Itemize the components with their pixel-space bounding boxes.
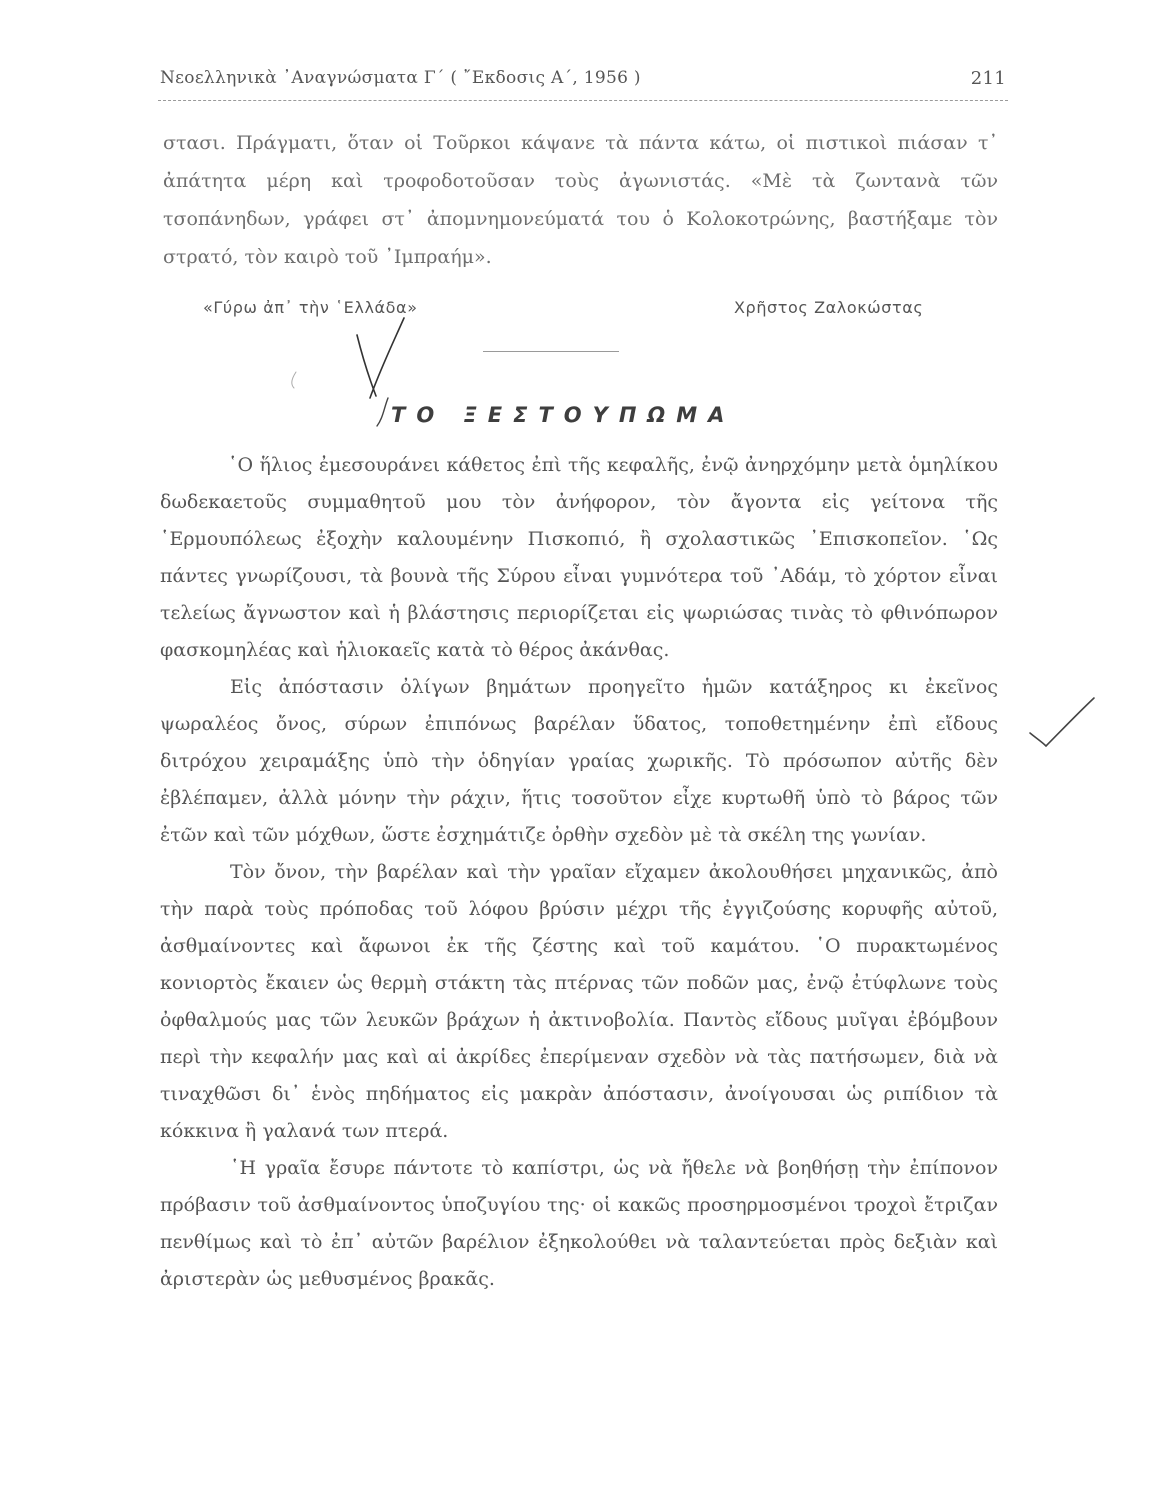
excerpt-source: «Γύρω ἀπ᾿ τὴν ῾Ελλάδα» — [203, 298, 418, 317]
previous-excerpt — [163, 124, 998, 276]
section-divider — [483, 351, 619, 352]
page-header — [160, 64, 1006, 98]
excerpt-author: Χρῆστος Ζαλοκώστας — [734, 298, 924, 317]
body-paragraph: Τὸν ὄνον, τὴν βαρέλαν καὶ τὴν γραῖαν εἴχαμεν ἀκολουθήσει μηχανικῶς, ἀπὸ τὴν παρὰ τοὺς πρόποδας τοῦ λόφου βρύσιν μέχρι τῆς ἐγγιζούσης κορυφῆς αὐτοῦ, ἀσθμαίνοντες καὶ ἄφωνοι ἐκ τῆς ζέστης καὶ τοῦ καμάτου. ῾Ο πυρακτωμένος κονιορτὸς ἔκαιεν ὡς θερμὴ στάκτη τὰς πτέρνας τῶν ποδῶν μας, ἐνῷ ἐτύφλωνε τοὺς ὀφθαλμούς μας τῶν λευκῶν βράχων ἡ ἀκτινοβολία. Παντὸς εἴδους μυῖγαι ἐβόμβουν περὶ τὴν κεφαλήν μας καὶ αἱ ἀκρίδες ἐπερίμεναν σχεδὸν νὰ τὰς πατήσωμεν, διὰ νὰ τιναχθῶσι δι᾿ ἑνὸς πηδήματος εἰς μακρὰν ἀπόστασιν, ἀνοίγουσαι ὡς ριπίδιον τὰ κόκκινα ἢ γαλανά των πτερά. — [160, 861, 998, 1142]
section-body — [160, 447, 998, 1298]
pen-stroke-x-left — [357, 335, 376, 396]
excerpt-attribution — [0, 296, 1160, 326]
page-number: 211 — [970, 68, 1006, 89]
body-paragraph: ῾Η γραῖα ἔσυρε πάντοτε τὸ καπίστρι, ὡς νὰ ἤθελε νὰ βοηθήσῃ τὴν ἐπίπονον πρόβασιν τοῦ ἀσθμαίνοντος ὑποζυγίου της· οἱ κακῶς προσηρμοσμένοι τροχοὶ ἔτριζαν πενθίμως καὶ τὸ ἐπ᾿ αὐτῶν βαρέλιον ἐξηκολούθει νὰ ταλαντεύεται πρὸς δεξιὰν καὶ ἀριστερὰν ὡς μεθυσμένος βρακᾶς. — [160, 1157, 998, 1290]
section-title: ΤΟ ΞΕΣΤΟΥΠΩΜΑ — [391, 403, 736, 427]
header-rule — [158, 100, 1008, 101]
body-paragraph: ῾Ο ἥλιος ἐμεσουράνει κάθετος ἐπὶ τῆς κεφαλῆς, ἐνῷ ἀνηρχόμην μετὰ ὁμηλίκου δωδεκαετοῦς συμμαθητοῦ μου τὸν ἀνήφορον, τὸν ἄγοντα εἰς γείτονα τῆς ῾Ερμουπόλεως ἐξοχὴν καλουμένην Πισκοπιό, ἢ σχολαστικῶς ᾿Επισκοπεῖον. ῾Ως πάντες γνωρίζουσι, τὰ βουνὰ τῆς Σύρου εἶναι γυμνότερα τοῦ ᾿Αδάμ, τὸ χόρτον εἶναι τελείως ἄγνωστον καὶ ἡ βλάστησις περιορίζεται εἰς ψωριώσας τινὰς τὸ φθινόπωρον φασκομηλέας καὶ ἡλιοκαεῖς κατὰ τὸ θέρος ἀκάνθας. — [160, 454, 998, 661]
body-paragraph: Εἰς ἀπόστασιν ὀλίγων βημάτων προηγεῖτο ἡμῶν κατάξηρος κι ἐκεῖνος ψωραλέος ὄνος, σύρων ἐπιπόνως βαρέλαν ὕδατος, τοποθετημένην ἐπὶ εἴδους διτρόχου χειραμάξης ὑπὸ τὴν ὁδηγίαν γραίας χωρικῆς. Τὸ πρόσωπον αὐτῆς δὲν ἐβλέπαμεν, ἀλλὰ μόνην τὴν ράχιν, ἥτις τοσοῦτον εἶχε κυρτωθῆ ὑπὸ τὸ βάρος τῶν ἐτῶν καὶ τῶν μόχθων, ὥστε ἐσχημάτιζε ὀρθὴν σχεδὸν μὲ τὰ σκέλη της γωνίαν. — [160, 676, 998, 846]
pen-stroke-x-right — [370, 318, 404, 398]
pen-checkmark — [1030, 698, 1094, 746]
running-title: Νεοελληνικὰ ᾿Αναγνώσματα Γ΄ ( ῎Εκδοσις Α΄, 1956 ) — [160, 68, 641, 88]
pen-stroke-small — [292, 372, 296, 388]
previous-excerpt-paragraph: στασι. Πράγματι, ὅταν οἱ Τοῦρκοι κάψανε τὰ πάντα κάτω, οἱ πιστικοὶ πιάσαν τ᾿ ἀπάτητα μέρη καὶ τροφοδοτοῦσαν τοὺς ἀγωνιστάς. «Μὲ τὰ ζωντανὰ τῶν τσοπάνηδων, γράφει στ᾿ ἀπομνημονεύματά του ὁ Κολοκοτρώνης, βαστήξαμε τὸν στρατό, τὸν καιρὸ τοῦ ᾿Ιμπραήμ». — [163, 132, 998, 268]
pen-stroke-bracket — [377, 398, 388, 426]
